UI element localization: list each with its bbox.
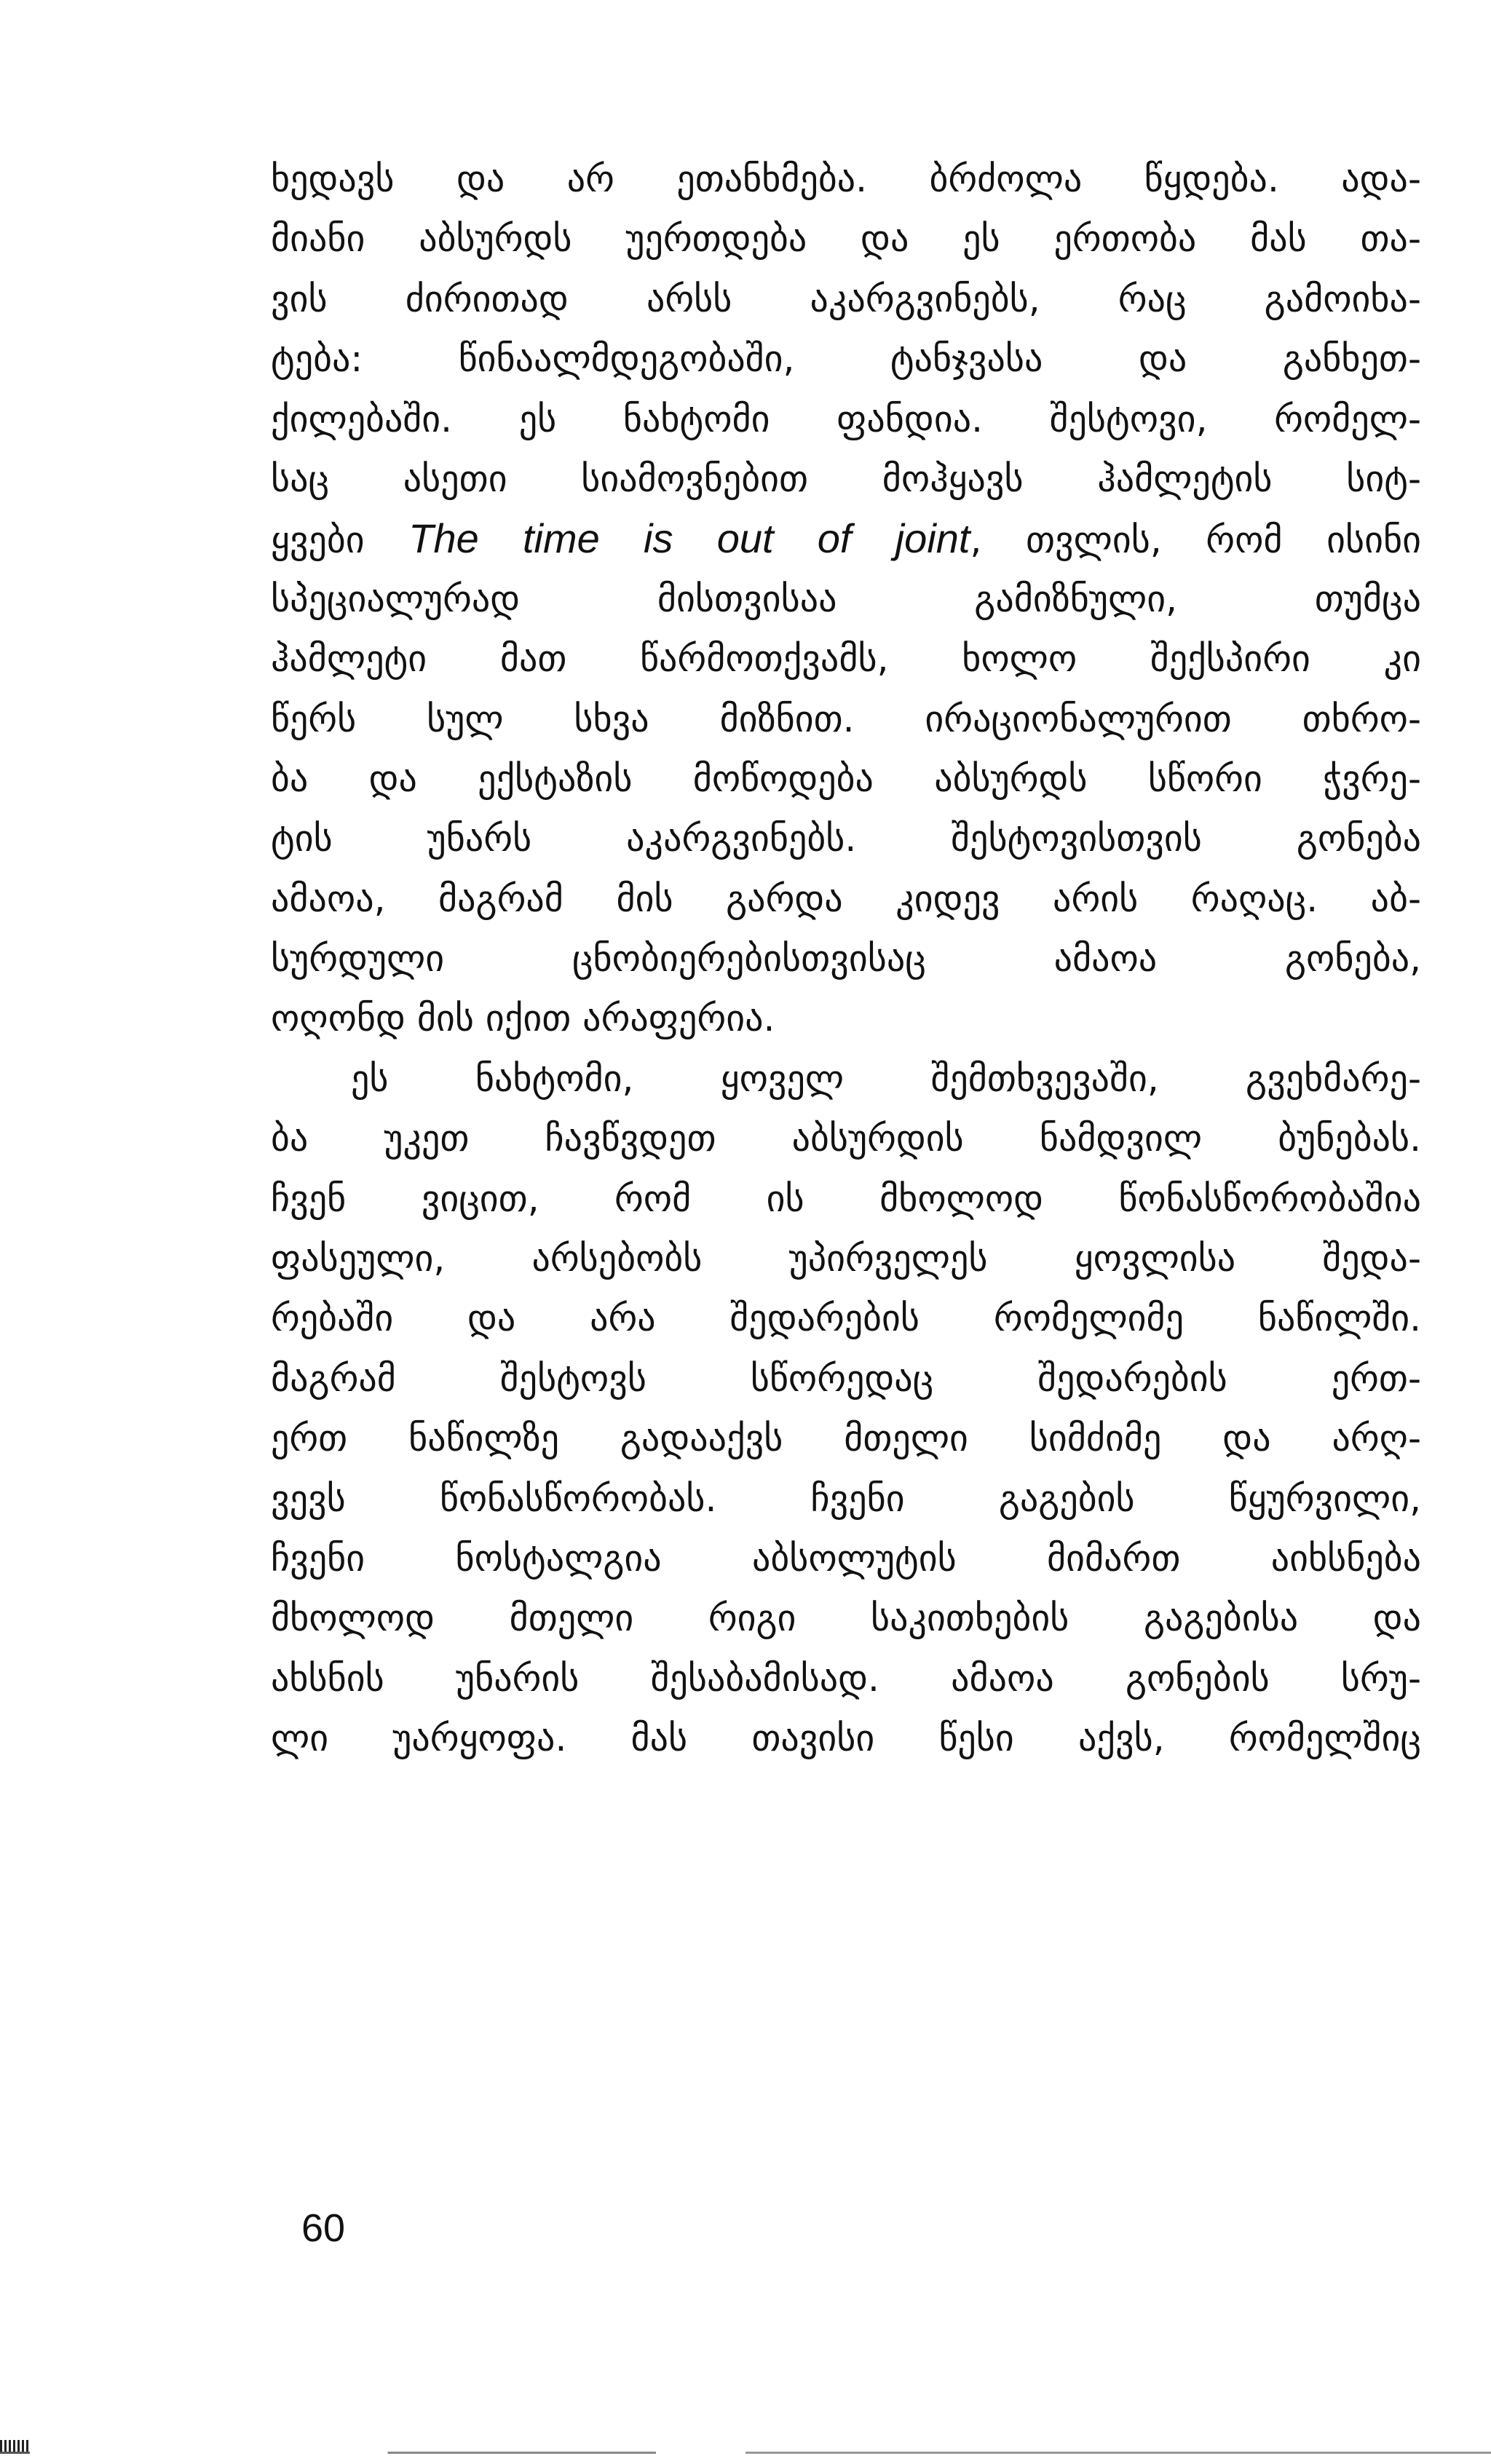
text-line: ჩვენი ნოსტალგია აბსოლუტის მიმართ აიხსნება bbox=[271, 1537, 1421, 1580]
text-line: ფასეული, არსებობს უპირველეს ყოვლისა შედა- bbox=[271, 1237, 1421, 1280]
text-line: ბა და ექსტაზის მოწოდება აბსურდს სწორი ჭვრე- bbox=[271, 757, 1421, 800]
text-line: ვის ძირითად არსს აკარგვინებს, რაც გამოიხა- bbox=[271, 277, 1421, 320]
text-line: სურდული ცნობიერებისთვისაც ამაოა გონება, bbox=[271, 938, 1421, 981]
text-line: ხედავს და არ ეთანხმება. ბრძოლა წყდება. ადა- bbox=[271, 158, 1421, 200]
text-line: მხოლოდ მთელი რიგი საკითხების გაგებისა და bbox=[271, 1597, 1421, 1640]
text-line: მაგრამ შესტოვს სწორედაც შედარების ერთ- bbox=[271, 1357, 1421, 1400]
text-fragment: , თვლის, რომ ისინი bbox=[970, 519, 1421, 562]
text-line: რებაში და არა შედარების რომელიმე ნაწილში. bbox=[271, 1297, 1421, 1340]
text-line: მიანი აბსურდს უერთდება და ეს ერთობა მას თა- bbox=[271, 218, 1421, 261]
text-line: ტება: წინაალმდეგობაში, ტანჯვასა და განხეთ- bbox=[271, 338, 1421, 381]
text-line: ახსნის უნარის შესაბამისად. ამაოა გონების სრუ- bbox=[271, 1657, 1421, 1700]
text-line: საც ასეთი სიამოვნებით მოჰყავს ჰამლეტის სიტ- bbox=[271, 457, 1421, 500]
text-fragment: ყვები bbox=[271, 519, 409, 562]
text-line: ტის უნარს აკარგვინებს. შესტოვისთვის გონება bbox=[271, 817, 1421, 860]
inline-quote: The time is out of joint bbox=[408, 515, 970, 562]
text-line: ბა უკეთ ჩავწვდეთ აბსურდის ნამდვილ ბუნებას. bbox=[271, 1117, 1421, 1160]
text-line: ოღონდ მის იქით არაფერია. bbox=[271, 997, 775, 1040]
paragraph-start-line: ეს ნახტომი, ყოველ შემთხვევაში, გვეხმარე- bbox=[351, 1057, 1421, 1100]
text-line: წერს სულ სხვა მიზნით. ირაციონალურით თხრო- bbox=[271, 697, 1421, 740]
text-line: ჰამლეტი მათ წარმოთქვამს, ხოლო შექსპირი კი bbox=[271, 638, 1421, 681]
text-line: ჩვენ ვიცით, რომ ის მხოლოდ წონასწორობაშია bbox=[271, 1177, 1421, 1220]
body-text bbox=[271, 149, 1421, 1769]
text-line: ამაოა, მაგრამ მის გარდა კიდევ არის რაღაც. აბ- bbox=[271, 877, 1421, 920]
scan-edge-line bbox=[0, 2452, 1491, 2454]
text-line: ლი უარყოფა. მას თავისი წესი აქვს, რომელშიც bbox=[271, 1717, 1421, 1760]
text-line: ვევს წონასწორობას. ჩვენი გაგების წყურვილი, bbox=[271, 1477, 1421, 1520]
text-line: ქილებაში. ეს ნახტომი ფანდია. შესტოვი, რომელ- bbox=[271, 397, 1421, 440]
text-line: ერთ ნაწილზე გადააქვს მთელი სიმძიმე და არღ- bbox=[271, 1417, 1421, 1460]
page-number: 60 bbox=[301, 2206, 346, 2250]
text-line-with-quote bbox=[271, 509, 1421, 569]
text-line: სპეციალურად მისთვისაა გამიზნული, თუმცა bbox=[271, 577, 1421, 620]
